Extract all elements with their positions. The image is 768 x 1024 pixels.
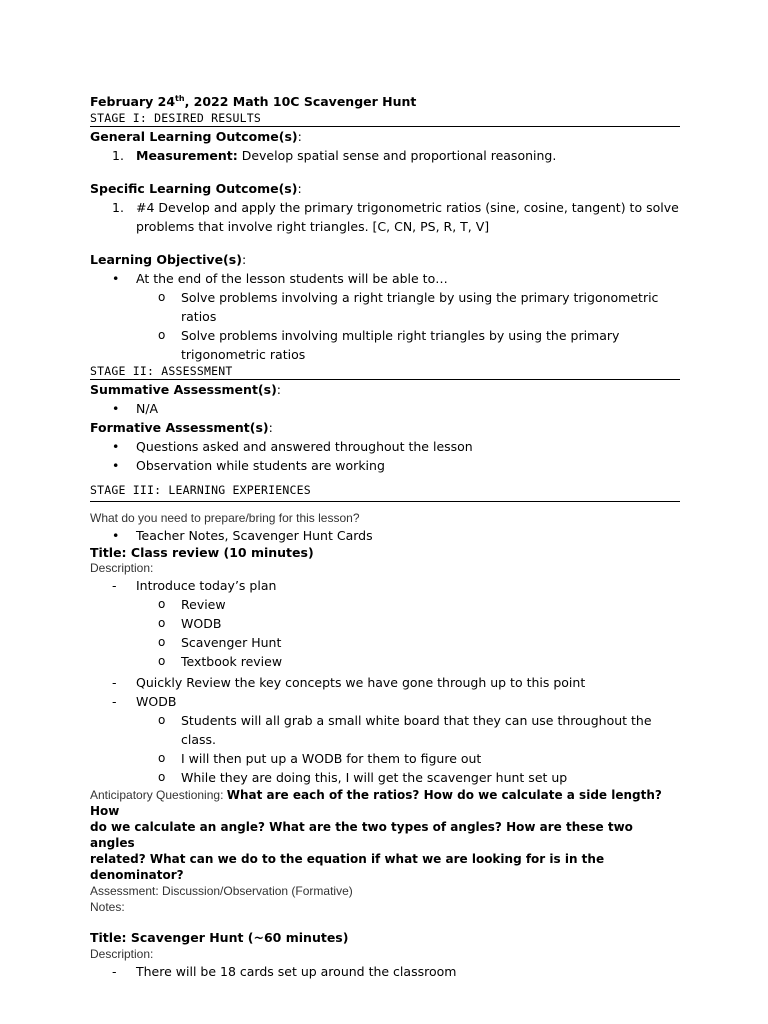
objective-sub-item: o Solve problems involving a right triangle by using the primary trigonometric ratios: [158, 290, 659, 324]
objective-intro-item: • At the end of the lesson students will be able to…: [112, 271, 448, 286]
section1-dash-item: - WODB: [112, 694, 177, 709]
formative-label: Formative Assessment(s):: [90, 420, 273, 435]
wodb-sub-item: o While they are doing this, I will get the scavenger hunt set up: [158, 770, 568, 785]
section1-assessment: Assessment: Discussion/Observation (Formative): [90, 884, 353, 898]
summative-item: • N/A: [112, 401, 159, 416]
section1-title: Title: Class review (10 minutes): [90, 545, 314, 560]
title-date: February 24: [90, 94, 176, 109]
summative-label: Summative Assessment(s):: [90, 382, 281, 397]
wodb-sub-item: o Students will all grab a small white board that they can use throughout the class.: [158, 713, 652, 747]
section2-title: Title: Scavenger Hunt (~60 minutes): [90, 930, 349, 945]
plan-sub-item: o Textbook review: [158, 654, 283, 669]
stage3-heading: STAGE III: LEARNING EXPERIENCES: [90, 483, 680, 502]
stage1-heading: STAGE I: DESIRED RESULTS: [90, 111, 680, 127]
objective-sub-item: o Solve problems involving multiple right triangles by using the primary trigonometric ratios: [158, 328, 620, 362]
section1-notes: Notes:: [90, 900, 125, 914]
general-outcome-item: 1. Measurement: Develop spatial sense and proportional reasoning.: [112, 148, 557, 163]
formative-item: • Questions asked and answered throughout the lesson: [112, 439, 473, 454]
plan-sub-item: o WODB: [158, 616, 222, 631]
section1-dash-item: - Introduce today’s plan: [112, 578, 277, 593]
formative-item: • Observation while students are working: [112, 458, 385, 473]
plan-sub-item: o Review: [158, 597, 226, 612]
general-outcomes-label: General Learning Outcome(s):: [90, 129, 302, 144]
plan-sub-item: o Scavenger Hunt: [158, 635, 282, 650]
anticipatory-questioning: Anticipatory Questioning: What are each of the ratios? How do we calculate a side length? How do we calculate an angle? What are the two types of angles? How are these two angles related? What can we do to the equation if what we are looking for is in the denominator?: [90, 788, 662, 882]
section1-description-label: Description:: [90, 561, 154, 575]
learning-objective-label: Learning Objective(s):: [90, 252, 247, 267]
stage2-heading: STAGE II: ASSESSMENT: [90, 364, 680, 380]
lesson-plan-page: [90, 92, 680, 981]
section1-dash-item: - Quickly Review the key concepts we have gone through up to this point: [112, 675, 586, 690]
prepare-item: • Teacher Notes, Scavenger Hunt Cards: [112, 528, 373, 543]
specific-outcome-item: 1. #4 Develop and apply the primary trigonometric ratios (sine, cosine, tangent) to solve problems that involve right triangles. [C, CN, PS, R, T, V]: [112, 200, 679, 234]
wodb-sub-item: o I will then put up a WODB for them to figure out: [158, 751, 482, 766]
specific-outcomes-label: Specific Learning Outcome(s):: [90, 181, 302, 196]
prepare-question: What do you need to prepare/bring for this lesson?: [90, 511, 360, 525]
title-text: , 2022 Math 10C Scavenger Hunt: [184, 94, 417, 109]
title-date-suffix: th: [175, 93, 185, 103]
section2-dash-item: - There will be 18 cards set up around the classroom: [112, 964, 457, 979]
section2-description-label: Description:: [90, 947, 154, 961]
document-title: [90, 92, 680, 111]
